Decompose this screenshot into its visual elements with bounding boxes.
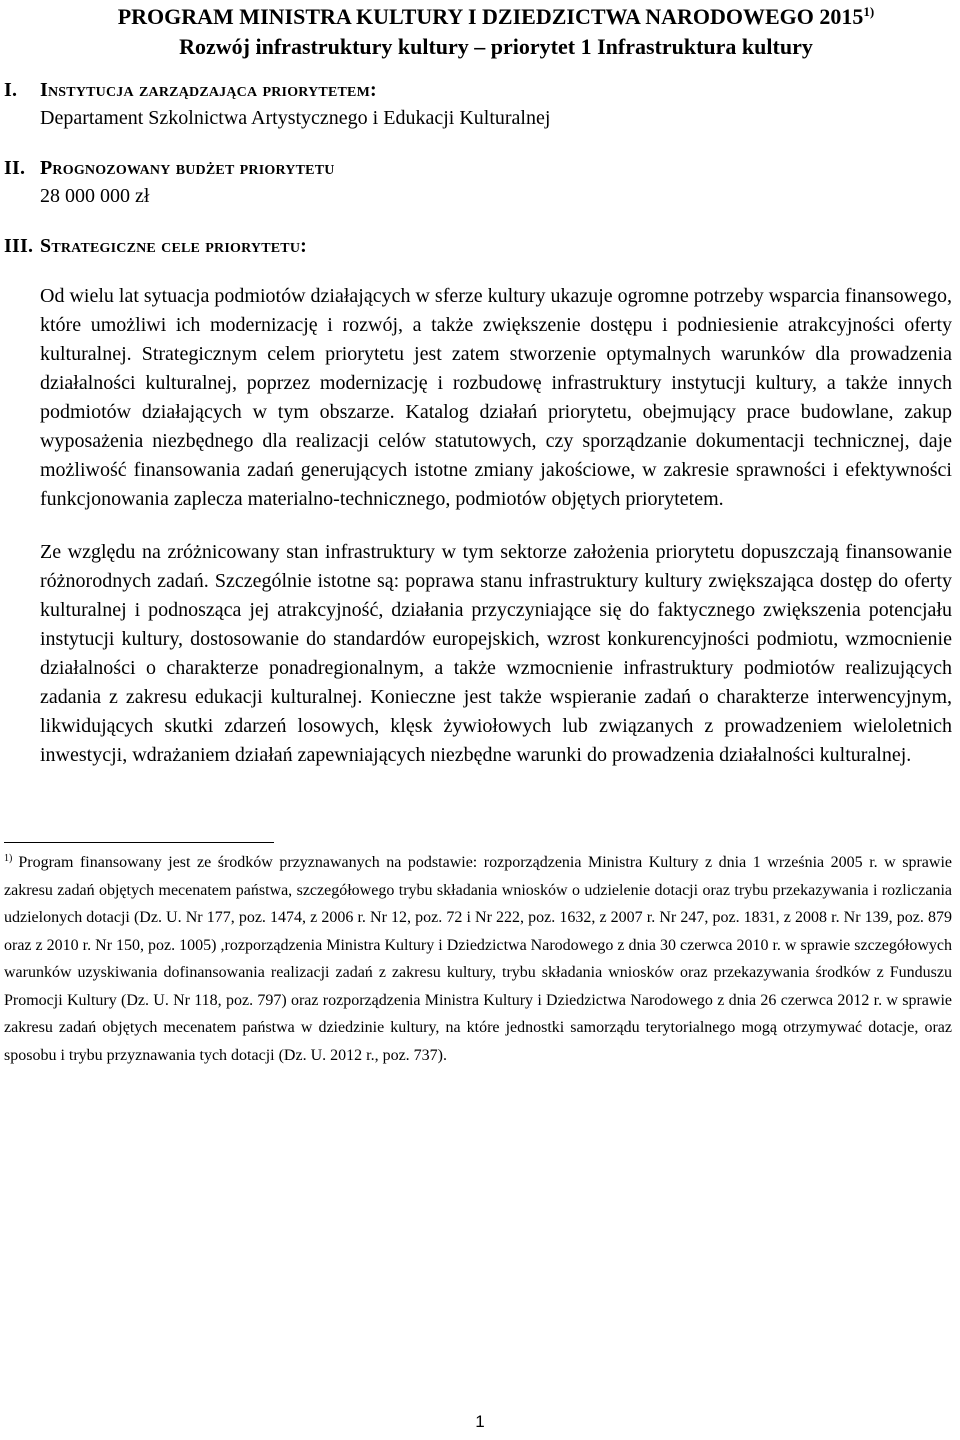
section-heading-text: Strategiczne cele priorytetu: xyxy=(40,235,307,257)
section-heading xyxy=(4,154,952,182)
page-number: 1 xyxy=(475,1412,485,1431)
section-strategic-goals xyxy=(4,232,952,260)
document-title xyxy=(40,0,952,32)
section-managing-institution xyxy=(4,76,952,132)
document-title-text: PROGRAM MINISTRA KULTURY I DZIEDZICTWA NARODOWEGO 2015 xyxy=(117,4,864,29)
budget-amount: 28 000 000 zł xyxy=(40,185,150,207)
section-heading xyxy=(4,76,952,104)
section-budget xyxy=(4,154,952,210)
footnote xyxy=(4,849,952,1069)
section-number: II. xyxy=(4,157,26,179)
body-paragraph-1: Od wielu lat sytuacja podmiotów działających w sferze kultury ukazuje ogromne potrzeby wsparcia finansowego, które umożliwi ich modernizację i rozwój, a także zwiększenie dostępu i podniesienie atrakcyjności oferty kulturalnej. Strategicznym celem priorytetu jest zatem stworzenie optymalnych warunków dla prowadzenia działalności kulturalnej, poprzez modernizację i rozbudowę infrastruktury instytucji kultury, a także innych podmiotów działających w tym obszarze. Katalog działań priorytetu, obejmujący prace budowlane, zakup wyposażenia niezbędnego dla realizacji celów statutowych, czy sporządzanie dokumentacji technicznej, daje możliwość finansowania zadań generujących istotne zmiany jakościowe, w zakresie sprawności i efektywności funkcjonowania zaplecza materialno-technicznego, podmiotów objętych priorytetem. xyxy=(40,285,952,510)
footnote-mark: 1) xyxy=(4,853,13,864)
footnote-text: Program finansowany jest ze środków przyznawanych na podstawie: rozporządzenia Ministra Kultury z dnia 1 września 2005 r. w sprawie zakresu zadań objętych mecenatem państwa, szczegółowego trybu składania wniosków o udzielenie dotacji oraz trybu przekazywania i rozliczania udzielonych dotacji (Dz. U. Nr 177, poz. 1474, z 2006 r. Nr 12, poz. 72 i Nr 222, poz. 1632, z 2007 r. Nr 247, poz. 1831, z 2008 r. Nr 139, poz. 879 oraz z 2010 r. Nr 150, poz. 1005) ,rozporządzenia Ministra Kultury i Dziedzictwa Narodowego z dnia 30 czerwca 2010 r. w sprawie szczegółowych warunków uzyskiwania dofinansowania realizacji zadań z zakresu kultury, trybu składania wniosków oraz przekazywania środków z Funduszu Promocji Kultury (Dz. U. Nr 118, poz. 797) oraz rozporządzenia Ministra Kultury i Dziedzictwa Narodowego z dnia 26 czerwca 2012 r. w sprawie zakresu zadań objętych mecenatem państwa w dziedzinie kultury, na które jednostki samorządu terytorialnego mogą otrzymywać dotacje, oraz sposobu i trybu przyznawania tych dotacji (Dz. U. 2012 r., poz. 737). xyxy=(4,854,952,1064)
title-footnote-mark: 1) xyxy=(863,4,875,19)
section-number: III. xyxy=(4,235,34,257)
section-heading-text: Prognozowany budżet priorytetu xyxy=(40,157,335,179)
section-number: I. xyxy=(4,79,18,101)
body-paragraph-2: Ze względu na zróżnicowany stan infrastruktury w tym sektorze założenia priorytetu dopuszczają finansowanie różnorodnych zadań. Szczególnie istotne są: poprawa stanu infrastruktury kultury zwiększająca dostęp do oferty kulturalnej i podnosząca jej atrakcyjność, działania przyczyniające się do faktycznego zwiększenia potencjału instytucji kultury, dostosowanie do standardów europejskich, wzrost konkurencyjności podmiotu, wzmocnienie działalności o charakterze ponadregionalnym, a także wzmocnienie infrastruktury podmiotów realizujących zadania z zakresu edukacji kulturalnej. Konieczne jest także wspieranie zadań o charakterze interwencyjnym, likwidujących skutki zdarzeń losowych, klęsk żywiołowych lub związanych z prowadzeniem wieloletnich inwestycji, wdrażaniem działań zapewniających niezbędne warunki do prowadzenia działalności kulturalnej. xyxy=(40,541,952,766)
section-heading-text: Instytucja zarządzająca priorytetem: xyxy=(40,79,377,101)
footnote-divider xyxy=(4,842,274,843)
section-heading xyxy=(4,232,952,260)
section-body: Departament Szkolnictwa Artystycznego i Edukacji Kulturalnej xyxy=(40,107,551,129)
document-subtitle: Rozwój infrastruktury kultury – priorytet 1 Infrastruktura kultury xyxy=(179,34,813,59)
